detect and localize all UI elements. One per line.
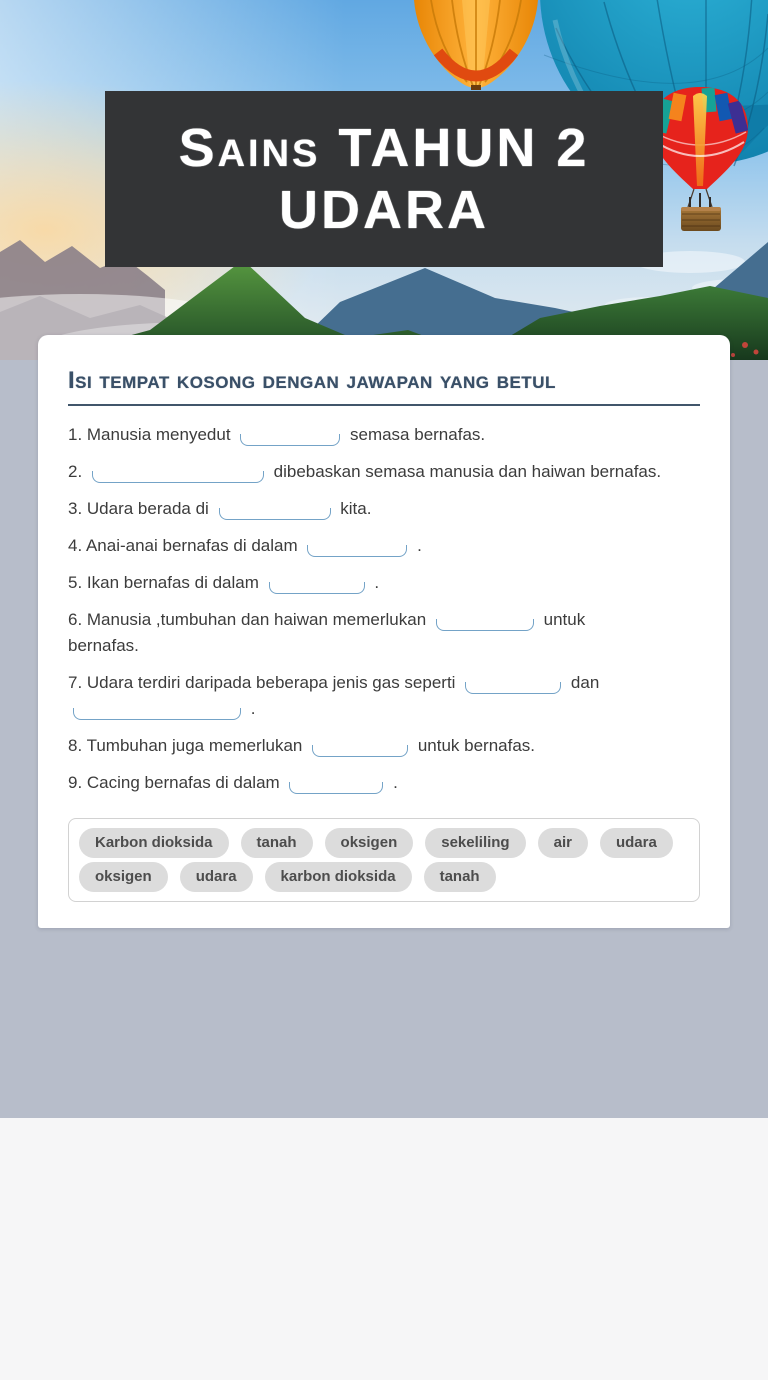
questions xyxy=(68,422,700,796)
question-text: . xyxy=(246,699,256,718)
question-4 xyxy=(68,533,700,559)
question-text: . xyxy=(369,573,380,592)
worksheet-title-line1: Sains TAHUN 2 xyxy=(178,118,590,178)
word-bank-token[interactable]: Karbon dioksida xyxy=(79,828,229,858)
word-bank-token[interactable]: air xyxy=(538,828,588,858)
question-text: bernafas. xyxy=(68,636,139,655)
answer-blank[interactable] xyxy=(219,508,331,520)
worksheet-card xyxy=(38,335,730,928)
question-text: semasa bernafas. xyxy=(345,425,486,444)
word-bank-token[interactable]: udara xyxy=(600,828,673,858)
page-background-bottom xyxy=(0,1118,768,1380)
question-text: untuk bernafas. xyxy=(413,736,536,755)
question-9 xyxy=(68,770,700,796)
word-bank-token[interactable]: karbon dioksida xyxy=(265,862,412,892)
answer-blank[interactable] xyxy=(269,582,365,594)
worksheet-title-banner xyxy=(105,91,663,267)
question-text: 2. xyxy=(68,462,87,481)
question-text: dan xyxy=(566,673,600,692)
question-6 xyxy=(68,607,700,659)
task-heading: Isi tempat kosong dengan jawapan yang betul xyxy=(68,368,700,406)
question-text: 7. Udara terdiri daripada beberapa jenis gas seperti xyxy=(68,673,461,692)
question-text: 5. Ikan bernafas di dalam xyxy=(68,573,264,592)
word-bank-token[interactable]: udara xyxy=(180,862,253,892)
answer-blank[interactable] xyxy=(307,545,407,557)
question-text: untuk xyxy=(538,610,586,629)
answer-blank[interactable] xyxy=(436,619,534,631)
question-text: 6. Manusia ,tumbuhan dan haiwan memerlukan xyxy=(68,610,431,629)
answer-blank[interactable] xyxy=(92,471,264,483)
question-text: 4. Anai-anai bernafas di dalam xyxy=(68,536,303,555)
word-bank-token[interactable]: sekeliling xyxy=(425,828,525,858)
question-text: . xyxy=(388,773,398,792)
question-text: . xyxy=(412,536,422,555)
answer-blank[interactable] xyxy=(289,782,383,794)
question-text: 8. Tumbuhan juga memerlukan xyxy=(68,736,308,755)
question-text: 9. Cacing bernafas di dalam xyxy=(68,773,285,792)
answer-blank[interactable] xyxy=(73,708,241,720)
word-bank-token[interactable]: oksigen xyxy=(79,862,168,892)
answer-blank[interactable] xyxy=(240,434,340,446)
answer-blank[interactable] xyxy=(312,745,408,757)
question-text: dibebaskan semasa manusia dan haiwan bernafas. xyxy=(268,462,662,481)
question-5 xyxy=(68,570,700,596)
answer-blank[interactable] xyxy=(465,682,561,694)
question-text: 1. Manusia menyedut xyxy=(68,425,236,444)
word-bank-token[interactable]: tanah xyxy=(241,828,313,858)
word-bank-token[interactable]: tanah xyxy=(424,862,496,892)
question-7 xyxy=(68,670,700,722)
question-8 xyxy=(68,733,700,759)
question-2 xyxy=(68,459,700,485)
question-3 xyxy=(68,496,700,522)
question-1 xyxy=(68,422,700,448)
word-bank xyxy=(68,818,700,902)
question-text: 3. Udara berada di xyxy=(68,499,214,518)
question-text: kita. xyxy=(335,499,372,518)
word-bank-token[interactable]: oksigen xyxy=(325,828,414,858)
worksheet-title-line2: UDARA xyxy=(279,180,489,240)
